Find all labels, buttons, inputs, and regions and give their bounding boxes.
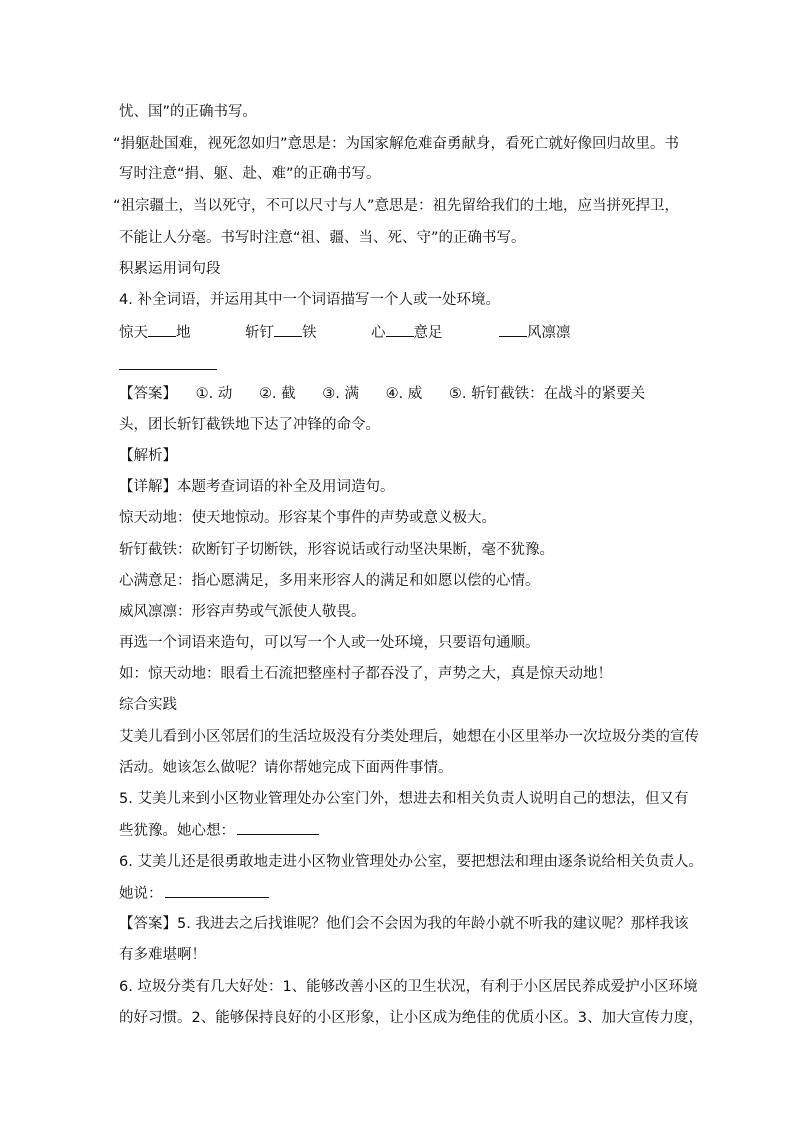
text-line: 再选一个词语来造句，可以写一个人或一处环境，只要语句通顺。: [119, 635, 540, 651]
text-line: 头，团长斩钉截铁地下达了冲锋的命令。: [119, 417, 380, 433]
answer-5: 【答案】5. 我进去之后找谁呢？他们会不会因为我的年龄小就不听我的建议呢？那样我该: [119, 916, 689, 932]
blank[interactable]: [499, 322, 527, 337]
answer-6: 6. 垃圾分类有几大好处：1、能够改善小区的卫生状况，有利于小区居民养成爱护小区环境: [119, 979, 698, 995]
word-blank-2: 斩钉 铁: [245, 322, 317, 343]
text-line: 忧、国”的正确书写。: [119, 104, 258, 120]
text-line: 有多难堪啊！: [119, 947, 206, 963]
text-line: 艾美儿看到小区邻居们的生活垃圾没有分类处理后，她想在小区里举办一次垃圾分类的宣传: [119, 729, 699, 745]
sentence-answer-blank[interactable]: [119, 355, 217, 376]
question-6-cont: 她说：: [119, 883, 269, 904]
answer-item: ③. 满: [322, 386, 359, 402]
word-blank-4: 风凛凛: [499, 322, 571, 343]
text-line: 斩钉截铁：砍断钉子切断铁，形容说话或行动坚决果断，毫不犹豫。: [119, 542, 554, 558]
text-line: 活动。她该怎么做呢？请你帮她完成下面两件事情。: [119, 760, 453, 776]
question-4: 4. 补全词语，并运用其中一个词语描写一个人或一处环境。: [119, 292, 500, 308]
text-line: 如：惊天动地：眼看土石流把整座村子都吞没了，声势之大，真是惊天动地！: [119, 666, 612, 682]
question-5: 5. 艾美儿来到小区物业管理处办公室门外，想进去和相关负责人说明自己的想法，但又有: [119, 791, 689, 807]
word-blanks-row: [119, 322, 679, 342]
answer-item: ②. 截: [258, 386, 296, 402]
analysis-label: 【解析】: [119, 448, 177, 464]
text-line: 【详解】本题考查词语的补全及用词造句。: [119, 479, 395, 495]
answer-4: [119, 384, 645, 404]
section-heading: 综合实践: [119, 697, 177, 713]
answer-blank[interactable]: [165, 883, 269, 898]
text-line: 的好习惯。2、能够保持良好的小区形象，让小区成为绝佳的优质小区。3、加大宣传力度，: [119, 1010, 703, 1026]
text-line: 写时注意“捐、躯、赴、难”的正确书写。: [119, 166, 381, 182]
text-line: 惊天动地：使天地惊动。形容某个事件的声势或意义极大。: [119, 510, 496, 526]
text-line: 心满意足：指心愿满足，多用来形容人的满足和如愿以偿的心情。: [119, 573, 540, 589]
question-6: 6. 艾美儿还是很勇敢地走进小区物业管理处办公室，要把想法和理由逐条说给相关负责人。: [119, 854, 703, 870]
answer-item: ①. 动: [195, 386, 233, 402]
word-blank-1: 惊天 地: [119, 322, 191, 343]
blank[interactable]: [148, 322, 176, 337]
word-blank-3: 心 意足: [371, 322, 443, 343]
answer-blank[interactable]: [237, 820, 319, 835]
text-line: 威风凛凛：形容声势或气派使人敬畏。: [119, 604, 366, 620]
section-heading: 积累运用词句段: [119, 261, 221, 277]
blank[interactable]: [386, 322, 414, 337]
text-line: “捐躯赴国难，视死忽如归”意思是：为国家解危难奋勇献身，看死亡就好像回归故里。书: [113, 136, 680, 152]
answer-item: ④. 威: [385, 386, 423, 402]
text-line: “祖宗疆土，当以死守，不可以尺寸与人”意思是：祖先留给我们的土地，应当拼死捍卫，: [113, 198, 680, 214]
answer-label: 【答案】: [119, 386, 177, 402]
text-line: 不能让人分毫。书写时注意“祖、疆、当、死、守”的正确书写。: [119, 230, 526, 246]
blank[interactable]: [274, 322, 302, 337]
question-5-cont: 些犹豫。她心想：: [119, 820, 319, 841]
answer-item: ⑤. 斩钉截铁：在战斗的紧要关: [448, 386, 646, 402]
